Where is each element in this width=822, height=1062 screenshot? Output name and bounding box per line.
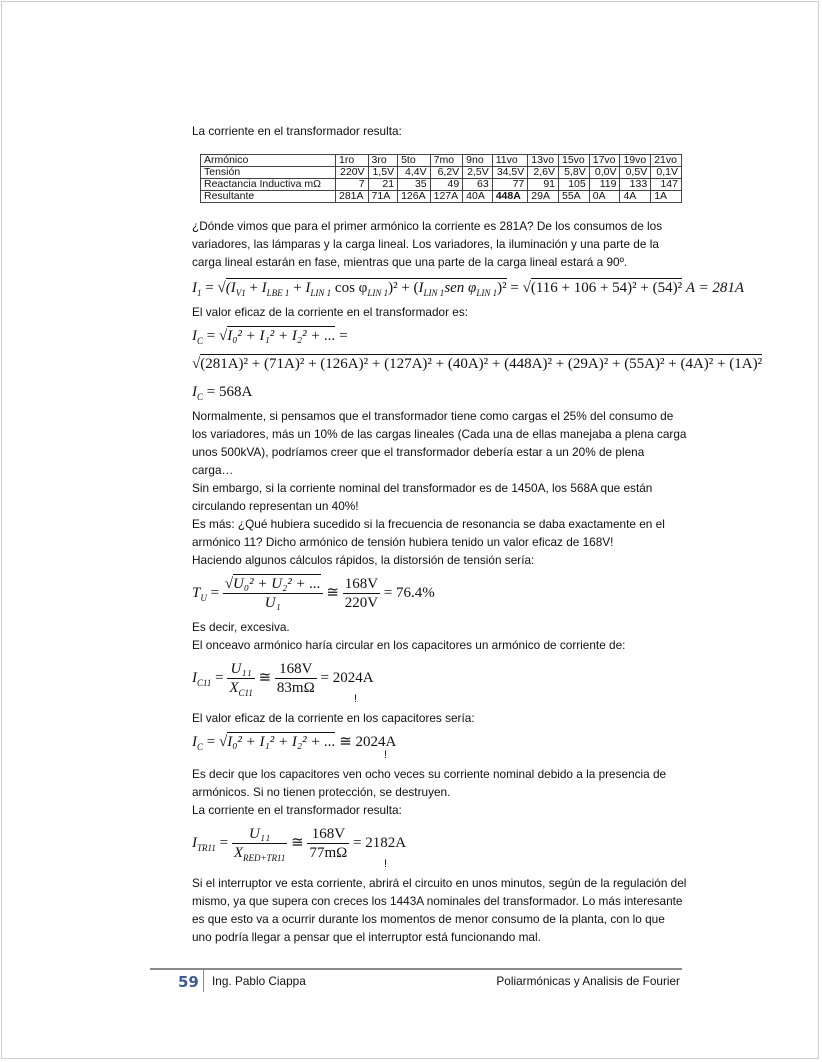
f8-sub: TR11: [197, 842, 216, 853]
p6-line-1: La corriente en el transformador resulta:: [192, 803, 402, 817]
table-cell: 11vo: [492, 155, 528, 167]
f1-a: V1: [235, 288, 246, 298]
f8-den2: 77mΩ: [309, 845, 348, 861]
f5-den: U₁: [264, 595, 281, 611]
table-cell: 15vo: [559, 155, 590, 167]
table-cell: 13vo: [528, 155, 559, 167]
f8-result: = 2182A: [353, 834, 407, 851]
exclamation-mark: !: [354, 693, 358, 705]
f7-rhs: I₀² + I₁² + I₂² + ...: [227, 734, 336, 750]
exclamation-mark: !: [384, 858, 388, 870]
f5-sub: U: [200, 592, 207, 603]
formula-ic: $I_C = √I_0^2 + I_1^2 + I_2^2$ + ... =: [192, 328, 348, 346]
f1-rhs: (116 + 106 + 54)² + (54)²: [530, 280, 683, 296]
table-cell: 281A: [336, 191, 369, 203]
paragraph-5: El valor eficaz de la corriente en los capacitores sería:: [192, 711, 475, 725]
table-cell: 19vo: [620, 155, 651, 167]
f6-den2: 83mΩ: [276, 680, 315, 696]
table-row: [201, 167, 682, 179]
table-cell: 2,6V: [528, 167, 559, 179]
f5-den2: 220V: [344, 595, 379, 611]
table-cell: 0A: [589, 191, 620, 203]
f6-num: U₁₁: [230, 661, 252, 677]
table-cell: 5,8V: [559, 167, 590, 179]
formula-ic-result: [192, 381, 682, 403]
f8-num: U₁₁: [248, 826, 271, 842]
table-cell: 71A: [368, 191, 398, 203]
table-cell: 29A: [528, 191, 559, 203]
p6-line-0: Es decir que los capacitores ven ocho veces su corriente nominal debido a la presencia de armónicos. Si no tienen protección, se destruyen.: [192, 767, 667, 799]
f5-num: U₀² + U₂² + ...: [233, 576, 321, 592]
f4-lhs: I: [192, 384, 197, 400]
intro-text: La corriente en el transformador resulta:: [192, 124, 402, 138]
table-cell: 7: [336, 179, 369, 191]
formula-ic-values: √(281A)² + (71A)² + (126A)² + (127A)² + (40A)² + (448A)² + (29A)² + (55A)² + (4A)² + (1A)²: [192, 356, 763, 372]
table-cell: 2,5V: [463, 167, 493, 179]
table-cell: 1,5V: [368, 167, 398, 179]
table-cell: 119: [589, 179, 620, 191]
f1-cos: cos φ: [331, 280, 368, 296]
formula-tu: $T_U$ = $\frac{\text{√U₀² + U₂² + ...}}{\text{U₁}}$ ≅ $\frac{168V}{220V}$ = 76.4%: [192, 576, 435, 611]
table-cell: 7mo: [430, 155, 463, 167]
paragraph-7: Si el interruptor ve esta corriente, abrirá el circuito en unos minutos, según de la regulación del mismo, ya que supera con creces los 1443A nominales del transformador. Lo más interesante es que esto va a ocurrir durante los momentos de menor consumo de la planta, con lo que uno podría llegar a pensar que el interruptor está funcionando mal.: [192, 876, 687, 944]
f7-sub: C: [197, 742, 204, 752]
table-cell: 9no: [463, 155, 493, 167]
f6-lhs: I: [192, 669, 197, 686]
table-cell: 0,0V: [589, 167, 620, 179]
table-cell: 6,2V: [430, 167, 463, 179]
p4-line-0: Es decir, excesiva.: [192, 620, 290, 634]
table-cell: 127A: [430, 191, 463, 203]
f1-lhs: I: [192, 280, 197, 296]
table-cell: 133: [620, 179, 651, 191]
f1-e: LIN 1: [423, 288, 445, 298]
table-row: [201, 191, 682, 203]
table-cell: 1ro: [336, 155, 369, 167]
p3-line-3: Haciendo algunos cálculos rápidos, la distorsión de tensión sería:: [192, 553, 535, 567]
table-cell: 21vo: [651, 155, 682, 167]
f7-result: ≅ 2024A: [339, 734, 397, 750]
table-cell: 0,5V: [620, 167, 651, 179]
f6-num2: 168V: [275, 660, 317, 679]
f1-b: LBE 1: [266, 288, 290, 298]
f5-num2: 168V: [344, 576, 379, 592]
p3-line-0: Normalmente, si pensamos que el transformador tiene como cargas el 25% del consumo de los variadores, más un 10% de las cargas lineales (Cada una de ellas manejaba a plena carga unos 500kVA), podríamos creer que el transformador debería estar a un 20% de plena carga…: [192, 409, 687, 477]
p3-line-2: Es más: ¿Qué hubiera sucedido si la frecuencia de resonancia se daba exactamente en el armónico 11? Dicho armónico de tensión hubiera tenido un valor eficaz de 168V!: [192, 517, 665, 549]
f7-lhs: I: [192, 734, 197, 750]
table-row: [201, 155, 682, 167]
f8-den-sub: RED+TR11: [242, 853, 286, 863]
f4-rhs: = 568A: [203, 384, 253, 400]
table-cell: 63: [463, 179, 493, 191]
exclamation-mark: !: [384, 749, 388, 761]
f1-c: LIN 1: [310, 288, 332, 298]
table-cell: 77: [492, 179, 528, 191]
formula-i1: $I_1 = √(I_{V1} + I_{LBE 1} + I_{LIN 1}$ $\cos \varphi_{LIN 1})^2 + (I_{LIN 1}sen$ $\varphi_{LIN 1})^2 = √(116 + 106 + 54)^2 + (54)^2$ A = 281A: [192, 280, 745, 298]
table-cell: 0,1V: [651, 167, 682, 179]
footer-separator: [203, 970, 204, 992]
table-cell: 91: [528, 179, 559, 191]
footer-divider: [150, 968, 682, 970]
f5-result: = 76.4%: [383, 584, 435, 601]
f2-rhs: I₀² + I₁² + I₂² + ...: [227, 328, 336, 344]
table-cell: 40A: [463, 191, 493, 203]
table-cell: 5to: [398, 155, 431, 167]
row-label: Reactancia Inductiva mΩ: [201, 179, 336, 191]
f6-sub: C11: [197, 677, 212, 688]
table-cell: 147: [651, 179, 682, 191]
f6-den-sub: C11: [238, 688, 253, 698]
paragraph-4: [192, 618, 687, 654]
row-label: Armónico: [201, 155, 336, 167]
f2-sub: C: [197, 336, 204, 346]
table-cell: 4,4V: [398, 167, 431, 179]
row-label: Tensión: [201, 167, 336, 179]
f1-d: LIN 1: [367, 288, 389, 298]
paragraph-2: El valor eficaz de la corriente en el transformador es:: [192, 305, 469, 319]
table-cell: 126A: [398, 191, 431, 203]
formula-ic11: $I_{C11}$ = $\frac{\text{U₁₁}}{X_{C11}}$ ≅ $\frac{168V}{83m\Omega}$ = 2024A !: [192, 661, 374, 705]
harmonics-table: [200, 154, 682, 203]
f2-eq: =: [335, 328, 348, 344]
f1-result: A = 281A: [685, 280, 745, 296]
table-row: [201, 179, 682, 191]
footer-author: Ing. Pablo Ciappa: [212, 974, 306, 988]
table-cell: 105: [559, 179, 590, 191]
row-label: Resultante: [201, 191, 336, 203]
table-cell: 35: [398, 179, 431, 191]
page-content: [150, 122, 763, 991]
p3-line-1: Sin embargo, si la corriente nominal del transformador es de 1450A, los 568A que están circulando representan un 40%!: [192, 481, 653, 513]
formula-itr11: $I_{TR11}$ = $\frac{\text{U₁₁}}{X_{RED+TR11}}$ ≅ $\frac{168V}{77m\Omega}$ = 2182A !: [192, 826, 407, 870]
table-cell: 55A: [559, 191, 590, 203]
table-cell: 34,5V: [492, 167, 528, 179]
f1-lhs-sub: 1: [197, 288, 202, 298]
f1-sen: sen φ: [444, 280, 477, 296]
table-cell: 21: [368, 179, 398, 191]
table-cell: 49: [430, 179, 463, 191]
f5-lhs: T: [192, 584, 201, 601]
table-cell: 4A: [620, 191, 651, 203]
footer-book-title: Poliarmónicas y Analisis de Fourier: [496, 974, 680, 988]
formula-ic-capacitors: $I_C = √I_0^2 + I_1^2 + I_2^2$ + ... ≅ 2024A !: [192, 734, 397, 761]
f8-lhs: I: [192, 834, 197, 851]
f6-result: = 2024A: [320, 669, 374, 686]
f2-lhs: I: [192, 328, 197, 344]
f8-den: X: [233, 845, 243, 861]
paragraph-1: ¿Dónde vimos que para el primer armónico la corriente es 281A? De los consumos de los variadores, las lámparas y la carga lineal. Los variadores, la iluminación y una parte de la carga lineal estarán en fase, mientras que una parte de la carga lineal estará a 90º.: [192, 219, 663, 269]
p4-line-1: El onceavo armónico haría circular en los capacitores un armónico de corriente de:: [192, 638, 626, 652]
f3-values: (281A)² + (71A)² + (126A)² + (127A)² + (40A)² + (448A)² + (29A)² + (55A)² + (4A)² + (1A)²: [200, 356, 763, 372]
table-cell: 3ro: [368, 155, 398, 167]
table-cell: 17vo: [589, 155, 620, 167]
page-footer: [150, 958, 682, 991]
page-number: 59: [178, 973, 199, 991]
f4-sub: C: [197, 392, 204, 402]
f8-num2: 168V: [307, 825, 349, 844]
table-cell: 448A: [492, 191, 528, 203]
paragraph-6: [192, 765, 687, 819]
table-cell: 1A: [651, 191, 682, 203]
paragraph-3: [192, 407, 687, 569]
f6-den: X: [229, 680, 239, 696]
table-cell: 220V: [336, 167, 369, 179]
